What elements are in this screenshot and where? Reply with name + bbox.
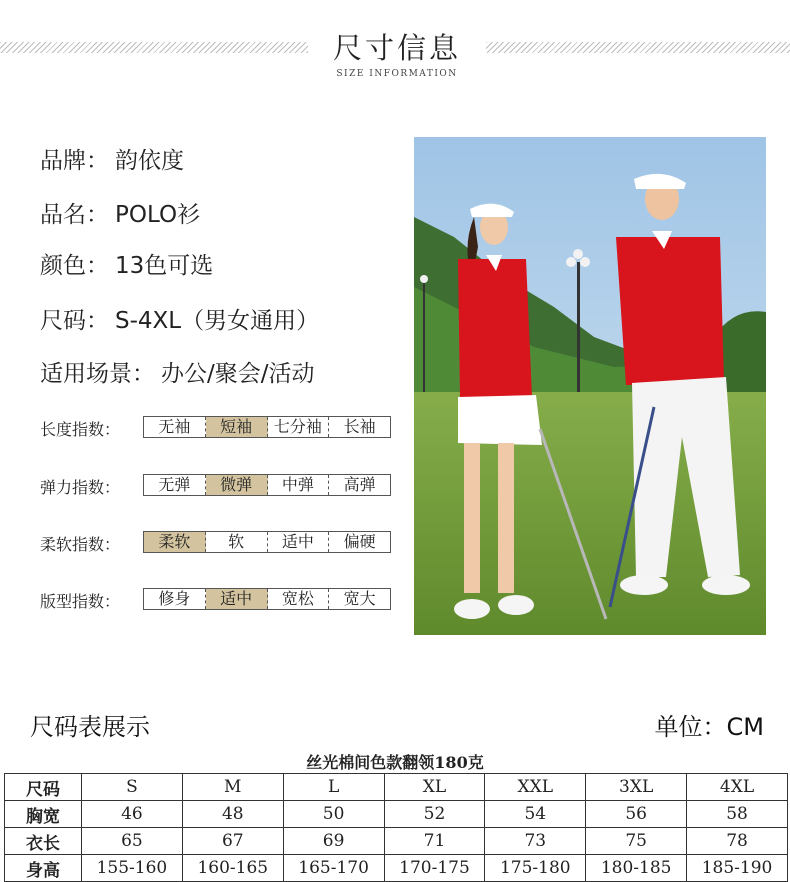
table-cell: 73 xyxy=(485,828,586,855)
elasticity-option: 中弹 xyxy=(268,475,330,495)
elasticity-option: 高弹 xyxy=(343,475,376,494)
softness-option: 适中 xyxy=(268,532,330,552)
size-table-caption: 丝光棉间色款翻领180克 xyxy=(306,753,484,772)
table-cell: 67 xyxy=(182,828,283,855)
elasticity-option: 微弹 xyxy=(206,475,268,495)
size-table xyxy=(4,773,788,882)
softness-option: 柔软 xyxy=(144,532,206,552)
table-cell: 165-170 xyxy=(283,855,384,882)
table-cell: 56 xyxy=(586,801,687,828)
table-cell: 78 xyxy=(687,828,788,855)
size-table-unit: 单位：CM xyxy=(654,713,764,741)
table-cell: 160-165 xyxy=(182,855,283,882)
table-header-cell: XXL xyxy=(485,774,586,801)
size-label: 尺码： xyxy=(40,308,109,334)
table-cell: 52 xyxy=(384,801,485,828)
softness-option: 偏硬 xyxy=(343,532,376,551)
table-header-cell: 3XL xyxy=(586,774,687,801)
fit-option: 宽松 xyxy=(268,589,330,609)
elasticity-option: 无弹 xyxy=(144,475,206,495)
length-option: 无袖 xyxy=(144,417,206,437)
elasticity-index-scale xyxy=(143,474,391,496)
table-cell: 54 xyxy=(485,801,586,828)
fit-option: 宽大 xyxy=(343,589,376,608)
elasticity-index-label: 弹力指数： xyxy=(40,478,121,497)
scene-row xyxy=(40,355,315,388)
table-header-row xyxy=(5,774,788,801)
color-value: 13色可选 xyxy=(115,253,214,279)
length-option: 七分袖 xyxy=(268,417,330,437)
table-cell: 50 xyxy=(283,801,384,828)
size-row xyxy=(40,302,319,335)
scene-value: 办公/聚会/活动 xyxy=(161,361,315,387)
product-name-row xyxy=(40,196,200,229)
table-row-label: 衣长 xyxy=(5,828,82,855)
length-option: 长袖 xyxy=(343,417,376,436)
softness-index-scale xyxy=(143,531,391,553)
table-cell: 65 xyxy=(82,828,183,855)
fit-index-label: 版型指数： xyxy=(40,592,121,611)
table-cell: 75 xyxy=(586,828,687,855)
table-cell: 185-190 xyxy=(687,855,788,882)
table-row-label: 身高 xyxy=(5,855,82,882)
table-header-cell: XL xyxy=(384,774,485,801)
table-header-cell: 4XL xyxy=(687,774,788,801)
length-option: 短袖 xyxy=(206,417,268,437)
table-row xyxy=(5,828,788,855)
table-row-label: 胸宽 xyxy=(5,801,82,828)
brand-label: 品牌： xyxy=(40,148,109,174)
scene-label: 适用场景： xyxy=(40,361,155,387)
product-name-value: POLO衫 xyxy=(115,202,201,228)
color-label: 颜色： xyxy=(40,253,109,279)
table-cell: 58 xyxy=(687,801,788,828)
color-row xyxy=(40,247,213,280)
fit-index-scale xyxy=(143,588,391,610)
table-cell: 48 xyxy=(182,801,283,828)
header-divider-right xyxy=(486,42,790,53)
size-value: S-4XL（男女通用） xyxy=(115,308,320,334)
table-header-cell: M xyxy=(182,774,283,801)
table-header-cell: 尺码 xyxy=(5,774,82,801)
table-cell: 69 xyxy=(283,828,384,855)
table-header-cell: L xyxy=(283,774,384,801)
section-title: 尺寸信息 xyxy=(332,31,461,65)
length-index-scale xyxy=(143,416,391,438)
brand-row xyxy=(40,142,184,175)
softness-index-label: 柔软指数： xyxy=(40,535,121,554)
length-index-label: 长度指数： xyxy=(40,420,121,439)
table-row xyxy=(5,855,788,882)
size-table-title: 尺码表展示 xyxy=(30,713,150,741)
table-cell: 175-180 xyxy=(485,855,586,882)
product-name-label: 品名： xyxy=(40,202,109,228)
fit-option: 修身 xyxy=(144,589,206,609)
table-cell: 46 xyxy=(82,801,183,828)
table-cell: 170-175 xyxy=(384,855,485,882)
softness-option: 软 xyxy=(206,532,268,552)
table-header-cell: S xyxy=(82,774,183,801)
table-cell: 71 xyxy=(384,828,485,855)
fit-option: 适中 xyxy=(206,589,268,609)
table-row xyxy=(5,801,788,828)
table-cell: 155-160 xyxy=(82,855,183,882)
table-cell: 180-185 xyxy=(586,855,687,882)
header-divider-left xyxy=(0,42,308,53)
section-subtitle: SIZE INFORMATION xyxy=(336,69,458,79)
brand-value: 韵依度 xyxy=(115,148,184,174)
product-photo xyxy=(414,137,766,635)
